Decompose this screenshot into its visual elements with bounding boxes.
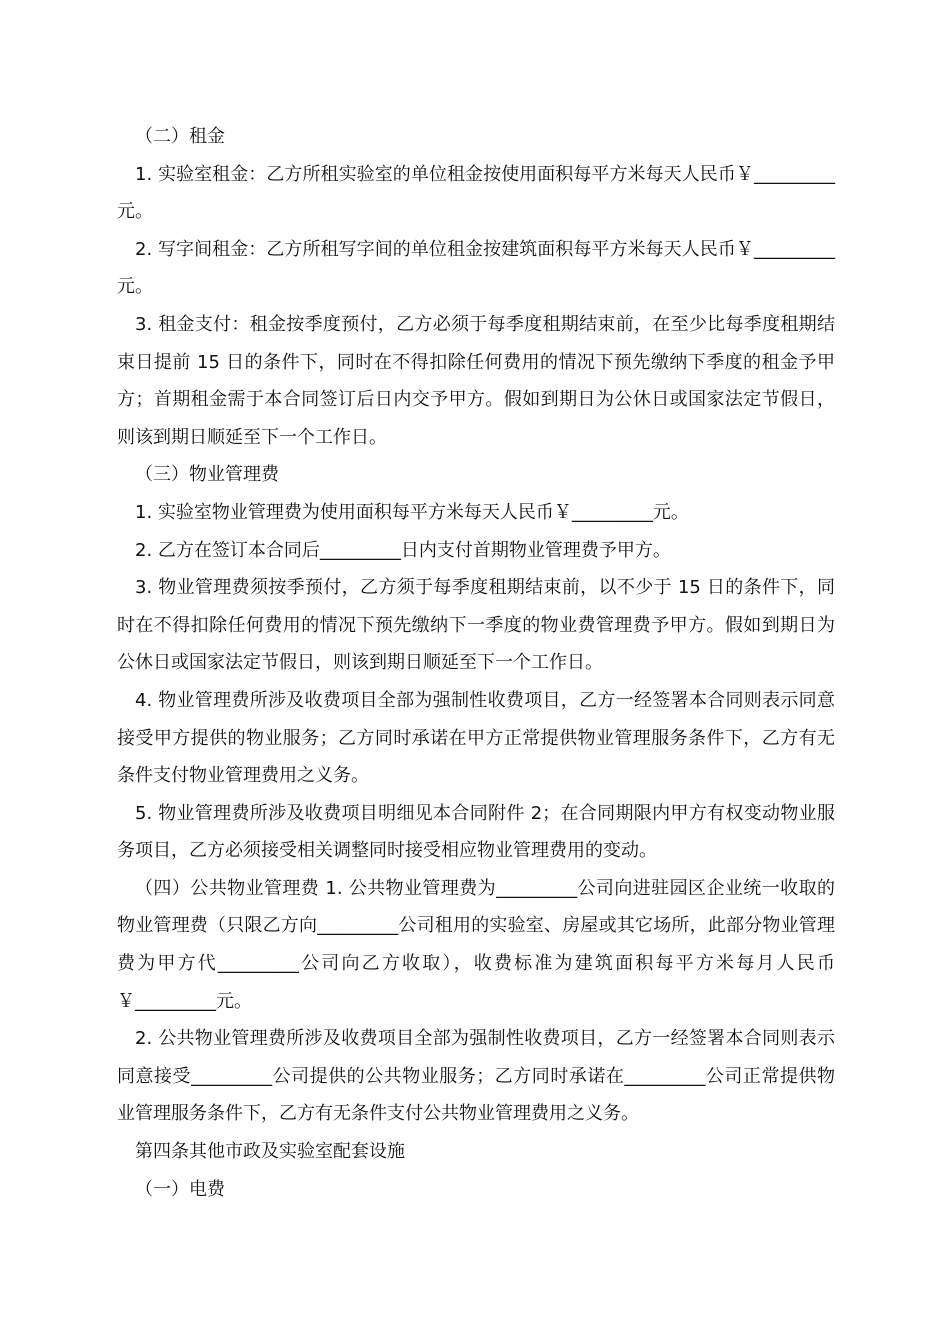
clause-property-fee-prepay: 3. 物业管理费须按季预付，乙方须于每季度租期结束前，以不少于 15 日的条件下，同时在不得扣除任何费用的情况下预先缴纳下一季度的物业费管理费予甲方。假如到期日为公休日或国家法定节假日，则该到期日顺延至下一个工作日。 xyxy=(117,577,835,674)
clause-office-rent: 2. 写字间租金：乙方所租写字间的单位租金按建筑面积每平方米每天人民币￥_________元。 xyxy=(117,238,835,298)
clause-public-property-fee: （四）公共物业管理费 1. 公共物业管理费为_________公司向进驻园区企业统一收取的物业管理费（只限乙方向_________公司租用的实验室、房屋或其它场所，此部分物业管理费为甲方代_________公司向乙方收取），收费标准为建筑面积每平方米每月人民币￥_________元。 xyxy=(117,877,835,1012)
clause-lab-rent: 1. 实验室租金：乙方所租实验室的单位租金按使用面积每平方米每天人民币￥_________元。 xyxy=(117,163,835,223)
article-heading-facilities: 第四条其他市政及实验室配套设施 xyxy=(135,1141,405,1163)
section-heading-property-fee: （三）物业管理费 xyxy=(135,464,279,486)
section-heading-rent: （二）租金 xyxy=(135,126,225,147)
clause-lab-property-fee: 1. 实验室物业管理费为使用面积每平方米每天人民币￥_________元。 xyxy=(135,501,689,523)
clause-fee-details: 5. 物业管理费所涉及收费项目明细见本合同附件 2；在合同期限内甲方有权变动物业服务项目，乙方必须接受相关调整同时接受相应物业管理费用的变动。 xyxy=(117,802,835,862)
document-body xyxy=(117,118,835,1208)
clause-public-mandatory-fees: 2. 公共物业管理费所涉及收费项目全部为强制性收费项目，乙方一经签署本合同则表示同意接受_________公司提供的公共物业服务；乙方同时承诺在_________公司正常提供物业管理服务条件下，乙方有无条件支付公共物业管理费用之义务。 xyxy=(117,1028,835,1125)
clause-mandatory-fees: 4. 物业管理费所涉及收费项目全部为强制性收费项目，乙方一经签署本合同则表示同意接受甲方提供的物业服务；乙方同时承诺在甲方正常提供物业管理服务条件下，乙方有无条件支付物业管理费用之义务。 xyxy=(117,689,835,787)
clause-rent-payment: 3. 租金支付：租金按季度预付，乙方必须于每季度租期结束前，在至少比每季度租期结束日提前 15 日的条件下，同时在不得扣除任何费用的情况下预先缴纳下季度的租金予甲方；首期租金需于本合同签订后日内交予甲方。假如到期日为公休日或国家法定节假日，则该到期日顺延至下一个工作日。 xyxy=(117,313,835,448)
clause-first-property-fee: 2. 乙方在签订本合同后_________日内支付首期物业管理费予甲方。 xyxy=(135,539,671,561)
section-heading-electricity: （一）电费 xyxy=(135,1178,225,1200)
